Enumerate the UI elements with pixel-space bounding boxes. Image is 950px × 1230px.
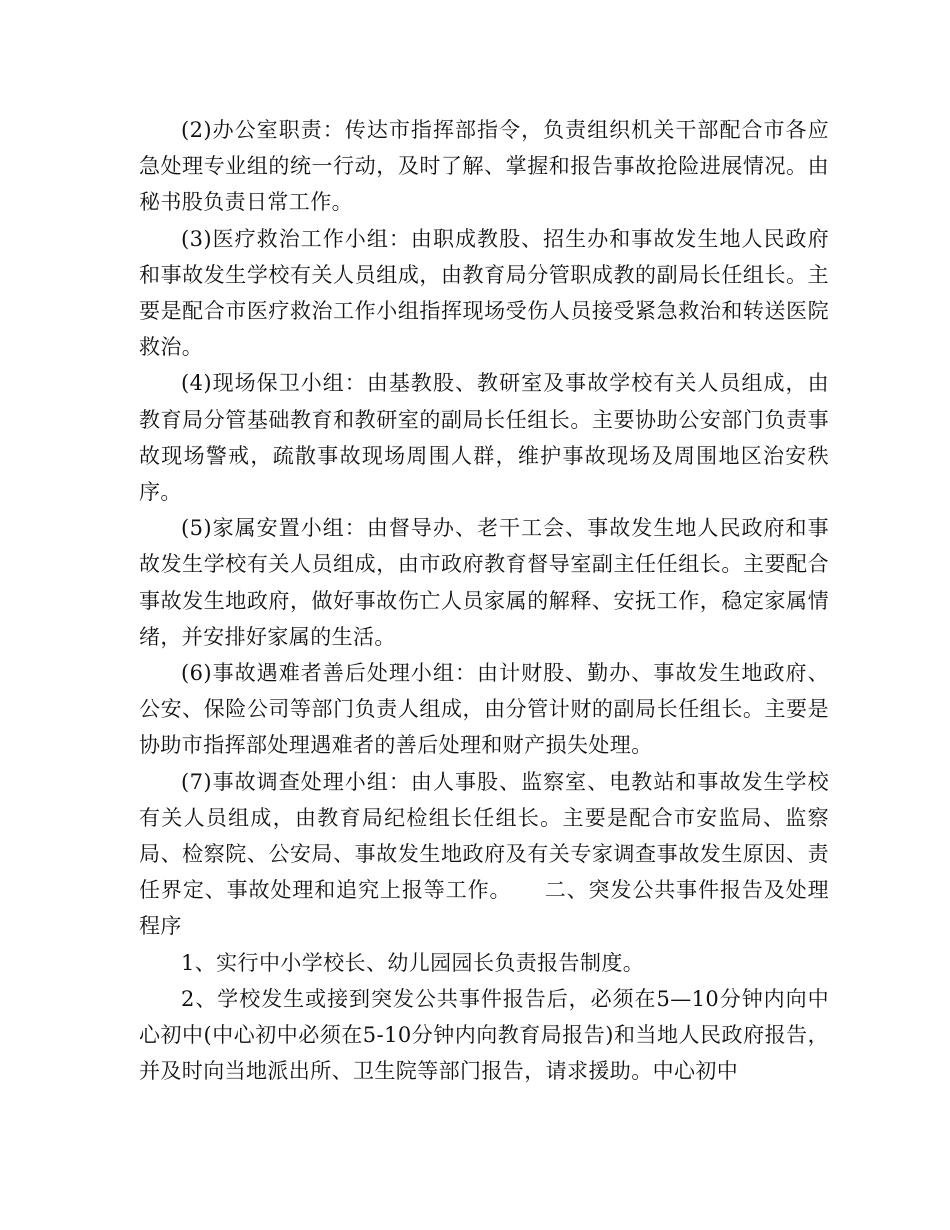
paragraph-investigation-group: (7)事故调查处理小组：由人事股、监察室、电教站和事故发生学校有关人员组成，由教育局纪检组长任组长。主要是配合市安监局、监察局、检察院、公安局、事故发生地政府及有关专家调查事故发生原因、责任界定、事故处理和追究上报等工作。 二、突发公共事件报告及处理程序	[139, 769, 829, 939]
paragraph-aftermath-group: (6)事故遇难者善后处理小组：由计财股、勤办、事故发生地政府、公安、保险公司等部门负责人组成，由分管计财的副局长任组长。主要是协助市指挥部处理遇难者的善后处理和财产损失处理。	[139, 661, 829, 758]
paragraph-family-placement-group: (5)家属安置小组：由督导办、老干工会、事故发生地人民政府和事故发生学校有关人员组成，由市政府教育督导室副主任任组长。主要配合事故发生地政府，做好事故伤亡人员家属的解释、安抚工作，稳定家属情绪，并安排好家属的生活。	[139, 516, 829, 649]
paragraph-reporting-procedure: 2、学校发生或接到突发公共事件报告后，必须在5—10分钟内向中心初中(中心初中必须在5-10分钟内向教育局报告)和当地人民政府报告，并及时向当地派出所、卫生院等部门报告，请求援助。中心初中	[139, 986, 829, 1084]
paragraph-reporting-system: 1、实行中小学校长、幼儿园园长负责报告制度。	[181, 950, 645, 975]
document-body	[139, 112, 829, 1089]
paragraph-office-duties: (2)办公室职责：传达市指挥部指令，负责组织机关干部配合市各应急处理专业组的统一行动，及时了解、掌握和报告事故抢险进展情况。由秘书股负责日常工作。	[139, 118, 829, 215]
paragraph-medical-rescue-group: (3)医疗救治工作小组：由职成教股、招生办和事故发生地人民政府和事故发生学校有关人员组成，由教育局分管职成教的副局长任组长。主要是配合市医疗救治工作小组指挥现场受伤人员接受紧急救治和转送医院救治。	[139, 226, 829, 360]
paragraph-site-security-group: (4)现场保卫小组：由基教股、教研室及事故学校有关人员组成，由教育局分管基础教育和教研室的副局长任组长。主要协助公安部门负责事故现场警戒，疏散事故现场周围人群，维护事故现场及周围地区治安秩序。	[139, 371, 829, 505]
